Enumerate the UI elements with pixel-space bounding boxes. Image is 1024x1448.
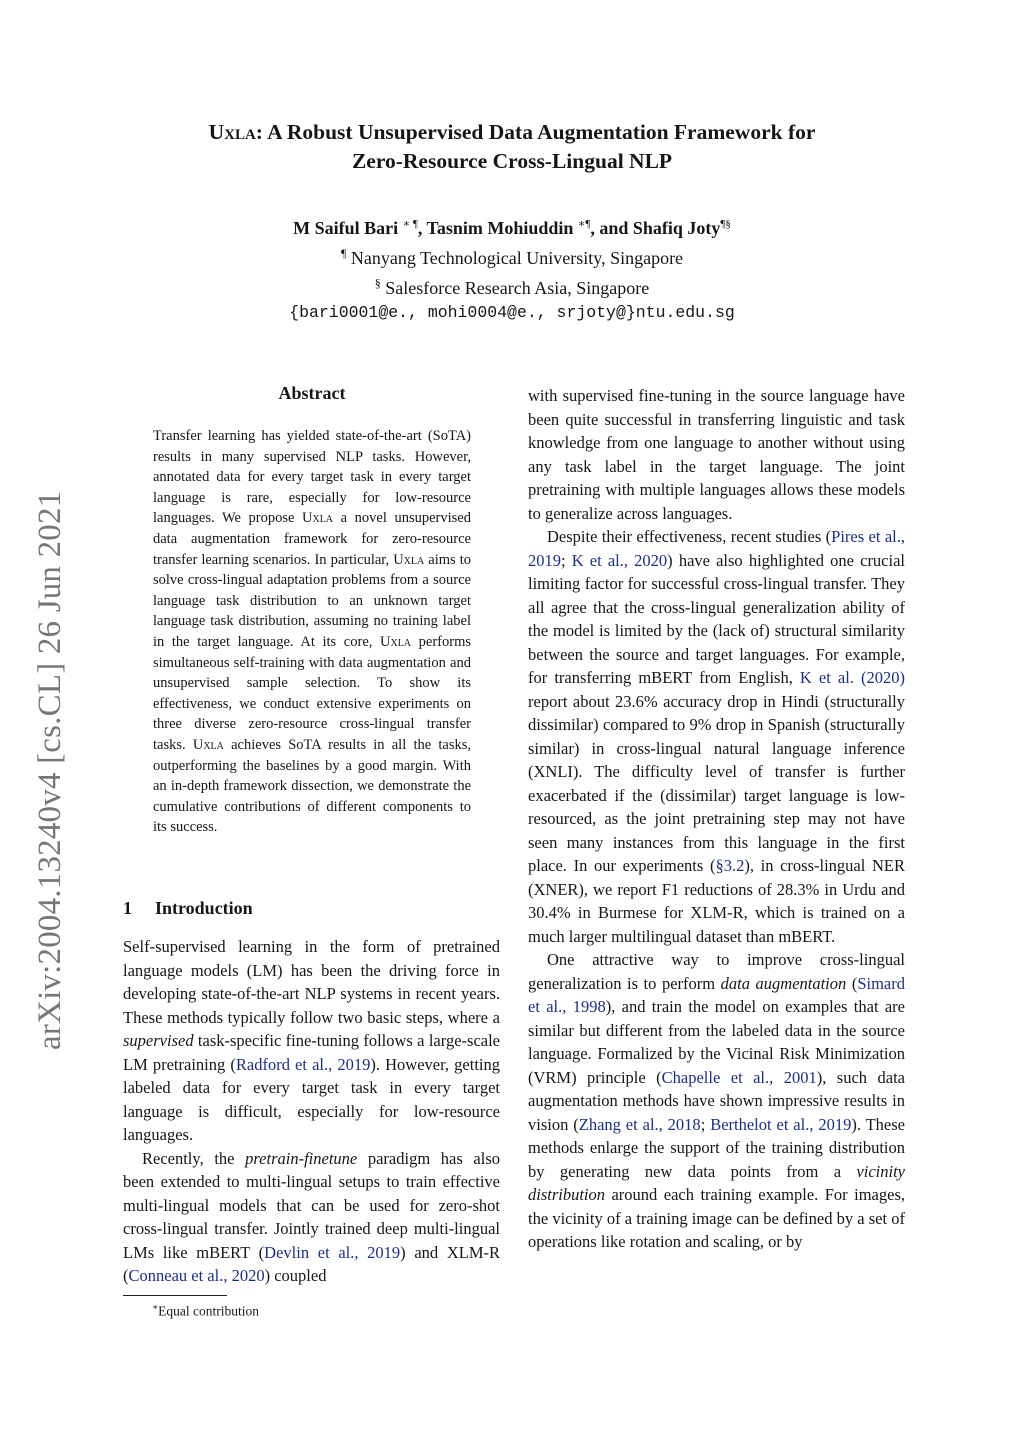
paragraph	[123, 935, 500, 1147]
paragraph	[528, 948, 905, 1254]
text: report about 23.6% accuracy drop in Hindi (structurally dissimilar) compared to 9% drop in Spanish (structurally similar) in cross-lingual natural language inference (XNLI). The difficulty level of transfer is further exacerbated if the (dissimilar) target language is low-resourced, as the joint pretraining step may not have seen many instances from this language in the first place. In our experiments (	[528, 691, 905, 875]
emphasis: pretrain-finetune	[245, 1148, 358, 1168]
text: One attractive way to improve cross-lingual generalization is to perform	[528, 950, 905, 993]
title-rest: : A Robust Unsupervised Data Augmentation Framework for	[255, 120, 816, 144]
author-1-mark: ∗ ¶	[402, 218, 418, 230]
emphasis: data augmentation	[720, 973, 847, 993]
text: ), and train the model on examples that are similar but different from the labeled data in the source language. Formalized by the Vicinal Risk Minimization (VRM) principle (	[528, 997, 905, 1087]
affiliation-1-mark: ¶	[340, 246, 347, 260]
footnote-mark: ∗	[152, 1302, 159, 1312]
arxiv-stamp: arXiv:2004.13240v4 [cs.CL] 26 Jun 2021	[32, 490, 68, 1050]
citation-link[interactable]: K et al., 2020	[571, 550, 668, 570]
section-number: 1	[123, 898, 132, 918]
abstract-text: performs simultaneous self-training with data augmentation and unsupervised sample selection. To show its effectiveness, we conduct extensive experiments on three diverse zero-resource cross-lingual transfer tasks.	[153, 633, 471, 753]
text: ), in cross-lingual NER (XNER), we report F1 reductions of 28.3% in Urdu and 30.4% in Burmese for XLM-R, which is trained on a much larger multilingual dataset than mBERT.	[528, 856, 905, 946]
emphasis: vicinity distribution	[528, 1161, 905, 1204]
abstract-text: Transfer learning has yielded state-of-the-art (SoTA) results in many supervised NLP tasks. However, annotated data for every target task in every target language is rare, especially for low-resource languages. We propose	[153, 428, 471, 527]
section-ref-link[interactable]: §3.2	[715, 856, 745, 875]
citation-link[interactable]: Zhang et al., 2018	[578, 1114, 701, 1134]
text: ). However, getting labeled data for every target task in every target language is difficult, especially for low-resource languages.	[123, 1054, 500, 1144]
system-name: Uxla	[380, 633, 412, 650]
affiliation-2-mark: §	[374, 276, 381, 290]
author-1: M Saiful Bari	[293, 218, 399, 238]
system-name: Uxla	[302, 510, 334, 527]
text: around each training example. For images, the vicinity of a training image can be defined by a set of operations like rotation and scaling, or by	[528, 1185, 905, 1251]
text: (	[846, 973, 858, 993]
right-column-body	[528, 384, 905, 1254]
paper-title	[112, 118, 912, 176]
author-2: , Tasnim Mohiuddin	[417, 218, 574, 238]
left-column-body	[123, 935, 500, 1288]
abstract-text: a novel unsupervised data augmentation framework for zero-resource transfer learning scenarios. In particular,	[153, 510, 471, 568]
footnote-text: Equal contribution	[158, 1303, 259, 1319]
emphasis: supervised	[123, 1031, 194, 1050]
text: ;	[561, 550, 572, 570]
affiliation-2	[112, 271, 912, 301]
text: ) and XLM-R (	[123, 1242, 501, 1285]
citation-link[interactable]: Berthelot et al., 2019	[710, 1114, 852, 1134]
citation-link[interactable]: Devlin et al., 2019	[264, 1242, 401, 1262]
text: task-specific fine-tuning follows a large-scale LM pretraining (	[123, 1031, 500, 1074]
text: ;	[700, 1114, 711, 1134]
section-heading-introduction	[123, 898, 253, 919]
author-3-mark: ¶§	[720, 218, 731, 230]
text: Despite their effectiveness, recent studies (	[547, 527, 832, 546]
title-system-name: Uxla	[208, 120, 256, 144]
paragraph	[528, 525, 905, 948]
author-2-mark: ∗¶	[577, 218, 591, 230]
system-name: Uxla	[192, 736, 224, 753]
paragraph: with supervised fine-tuning in the source language have been quite successful in transferring linguistic and task knowledge from one language to another without using any task label in the target language. The joint pretraining with multiple languages allows these models to generalize across languages.	[528, 386, 905, 523]
text: Self-supervised learning in the form of pretrained language models (LM) has been the driving force in developing state-of-the-art NLP systems in recent years. These methods typically follow two basic steps, where a	[123, 937, 500, 1027]
abstract-heading: Abstract	[278, 383, 346, 403]
author-3: , and Shafiq Joty	[590, 218, 721, 238]
title-line-2: Zero-Resource Cross-Lingual NLP	[351, 149, 673, 173]
abstract-text: achieves SoTA results in all the tasks, outperforming the baselines by a good margin. With an in-depth framework dissection, we demonstrate the cumulative contributions of different components to its success.	[153, 736, 471, 836]
citation-link[interactable]: Simard et al., 1998	[528, 973, 905, 1016]
affiliation-1-text: Nanyang Technological University, Singapore	[346, 248, 684, 268]
text: ), such data augmentation methods have shown impressive results in vision (	[528, 1067, 905, 1134]
author-emails: {bari0001@e., mohi0004@e., srjoty@}ntu.edu.sg	[289, 303, 735, 322]
author-block	[112, 212, 912, 325]
text: ). These methods enlarge the support of the training distribution by generating new data points from a	[528, 1114, 905, 1181]
text: Recently, the	[142, 1148, 246, 1168]
author-names	[112, 212, 912, 241]
text: paradigm has also been extended to multi-lingual setups to train effective multi-lingual models that can be used for zero-shot cross-lingual transfer. Jointly trained deep multi-lingual LMs like mBERT (	[123, 1148, 500, 1262]
paragraph	[123, 1147, 500, 1288]
section-title: Introduction	[155, 898, 253, 918]
footnote	[152, 1298, 259, 1321]
footnote-rule	[123, 1295, 227, 1296]
affiliation-2-text: Salesforce Research Asia, Singapore	[380, 278, 650, 298]
citation-link[interactable]: K et al. (2020)	[799, 668, 905, 687]
abstract-text: aims to solve cross-lingual adaptation problems from a source language task distribution to an unknown target language task distribution, assuming no training label in the target language. At its core,	[153, 551, 471, 650]
citation-link[interactable]: Chapelle et al., 2001	[661, 1067, 817, 1087]
abstract-body	[153, 426, 471, 838]
citation-link[interactable]: Pires et al., 2019	[528, 527, 905, 570]
citation-link[interactable]: Conneau et al., 2020	[128, 1266, 265, 1285]
citation-link[interactable]: Radford et al., 2019	[235, 1054, 371, 1074]
text: ) coupled	[264, 1266, 327, 1285]
affiliation-1	[112, 241, 912, 271]
text: ) have also highlighted one crucial limiting factor for successful cross-lingual transfer. They all agree that the cross-lingual generalization ability of the model is limited by the (lack of) structural similarity between the source and target languages. For example, for transferring mBERT from English,	[528, 550, 905, 687]
system-name: Uxla	[393, 551, 425, 568]
